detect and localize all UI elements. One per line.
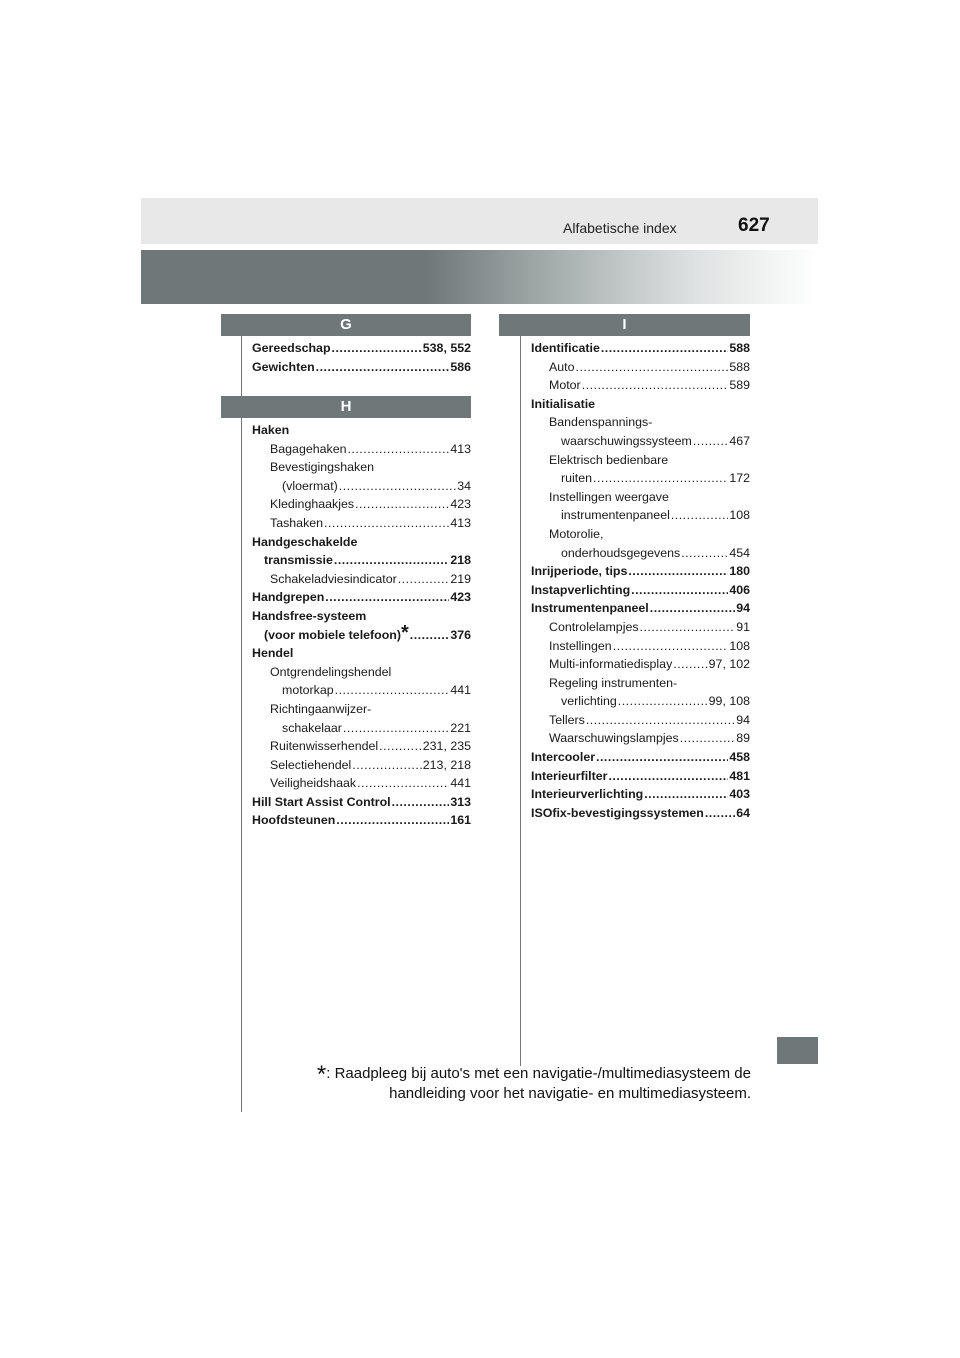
footnote-line-1 — [305, 1061, 751, 1088]
index-entry — [252, 756, 471, 775]
index-entry-term: (voor mobiele telefoon) — [264, 627, 401, 642]
index-entry-term: Tashaken — [270, 515, 324, 530]
index-entry-term: Interieurfilter — [531, 768, 608, 783]
index-entry-term: Richtingaanwijzer- — [270, 701, 372, 716]
index-entry-term: Auto — [549, 359, 575, 374]
index-entry-pages: 89 — [736, 731, 750, 746]
index-entry-pages: 441 — [450, 776, 471, 791]
index-entry-term: Multi-informatiedisplay — [549, 657, 673, 672]
index-entry-term: schakelaar — [282, 720, 342, 735]
index-entry — [252, 737, 471, 756]
index-entry — [531, 804, 750, 823]
index-entry-term: waarschuwingssysteem — [561, 433, 692, 448]
leader-dots — [398, 570, 450, 589]
index-entry — [531, 544, 750, 563]
index-entry — [531, 729, 750, 748]
index-entry-term: Selectiehendel — [270, 757, 352, 772]
index-entry-pages: 423 — [450, 497, 471, 512]
index-entry-pages: 423 — [450, 590, 471, 605]
leader-dots — [336, 811, 449, 830]
footnote-text-1: : Raadpleeg bij auto's met een navigatie-/multimediasysteem de — [326, 1065, 751, 1082]
leader-dots — [339, 477, 456, 496]
index-entry-pages: 231, 235 — [422, 739, 471, 754]
leader-dots — [392, 793, 450, 812]
index-entry-term: Gereedschap — [252, 341, 331, 355]
index-entry-pages: 589 — [729, 378, 750, 393]
index-entry — [252, 811, 471, 830]
leader-dots — [334, 551, 449, 570]
index-entry-term: (vloermat) — [282, 478, 338, 493]
leader-dots — [355, 495, 449, 514]
index-entry — [252, 339, 471, 358]
index-entry-term: Elektrisch bedienbare — [549, 452, 669, 467]
index-entry — [531, 692, 750, 711]
index-entry-term: Haken — [252, 423, 290, 437]
index-entry — [252, 663, 471, 682]
leader-dots — [618, 692, 708, 711]
index-entry — [252, 495, 471, 514]
index-entry — [531, 339, 750, 358]
index-entry — [252, 644, 471, 663]
index-entry — [531, 748, 750, 767]
index-entry — [531, 395, 750, 414]
index-entry-term: Handsfree-systeem — [252, 608, 367, 623]
leader-dots — [410, 626, 450, 645]
index-entry-term: Inrijperiode, tips — [531, 564, 628, 579]
index-entry-term: transmissie — [264, 553, 333, 568]
footnote-marker: * — [316, 1061, 327, 1088]
index-entry — [252, 588, 471, 607]
index-entry-term: Bandenspannings- — [549, 415, 653, 430]
index-entry-pages: 403 — [729, 787, 750, 802]
index-entry-pages: 218 — [450, 553, 471, 568]
leader-dots — [347, 440, 449, 459]
leader-dots — [601, 339, 728, 358]
leader-dots — [671, 506, 728, 525]
index-entry — [252, 719, 471, 738]
leader-dots — [596, 748, 728, 767]
index-entry-term: Instapverlichting — [531, 582, 631, 597]
index-entry: (voor mobiele telefoon) * ..... 376 — [252, 626, 471, 645]
index-entry-term: Ruitenwisserhendel — [270, 739, 379, 754]
leader-dots — [693, 432, 728, 451]
index-entry — [252, 421, 471, 440]
index-entry — [531, 581, 750, 600]
leader-dots — [332, 339, 422, 358]
index-entry — [531, 674, 750, 693]
leader-dots — [673, 655, 707, 674]
leader-dots — [335, 681, 450, 700]
index-entry — [531, 506, 750, 525]
index-entry-term: Veiligheidshaak — [270, 776, 357, 791]
index-entry-pages: 64 — [736, 805, 750, 820]
index-entry — [252, 533, 471, 552]
index-entry-pages: 108 — [729, 638, 750, 653]
leader-dots — [343, 719, 449, 738]
index-entry-pages: 172 — [729, 471, 750, 486]
index-entry-term: verlichting — [561, 694, 617, 709]
index-entry-pages: 97, 102 — [708, 657, 750, 672]
index-entry-pages: 94 — [736, 712, 750, 727]
index-entry — [531, 451, 750, 470]
leader-dots — [379, 737, 422, 756]
leader-dots — [582, 376, 729, 395]
index-entry-pages: 586 — [450, 359, 471, 374]
index-entry-term: Hendel — [252, 646, 294, 661]
index-entry — [531, 358, 750, 377]
index-entry-pages: 406 — [729, 582, 750, 597]
index-entry-term: Interieurverlichting — [531, 787, 644, 802]
running-header-bar — [141, 198, 818, 244]
index-entry-term: Initialisatie — [531, 396, 596, 411]
thumb-index-tab — [777, 1037, 818, 1064]
index-entry — [252, 700, 471, 719]
index-entry — [531, 562, 750, 581]
index-entry-term: Schakeladviesindicator — [270, 571, 397, 586]
index-entry — [531, 711, 750, 730]
leader-dots — [324, 514, 449, 533]
leader-dots — [325, 588, 449, 607]
index-entry-pages: 313 — [450, 794, 471, 809]
index-entry-term: Instrumentenpaneel — [531, 601, 649, 616]
index-entry-term: Instellingen weergave — [549, 489, 669, 504]
index-entry — [531, 637, 750, 656]
index-column-h — [252, 421, 471, 830]
leader-dots — [593, 469, 728, 488]
index-column-i — [531, 339, 750, 822]
leader-dots — [628, 562, 728, 581]
leader-dots — [631, 581, 728, 600]
index-entry-pages: 91 — [736, 619, 750, 634]
leader-dots — [680, 729, 736, 748]
leader-dots — [586, 711, 735, 730]
index-entry — [252, 514, 471, 533]
index-entry-term: Ontgrendelingshendel — [270, 664, 392, 679]
index-entry-term: Handgrepen — [252, 590, 325, 605]
index-entry — [531, 618, 750, 637]
index-entry — [252, 570, 471, 589]
index-entry — [252, 477, 471, 496]
index-entry-term: Hoofdsteunen — [252, 813, 336, 828]
index-entry — [531, 655, 750, 674]
index-entry-term: Motor — [549, 378, 581, 393]
index-entry-term: instrumentenpaneel — [561, 508, 670, 523]
index-entry-term: Controlelampjes — [549, 619, 639, 634]
index-entry-pages: 588 — [729, 341, 750, 355]
index-entry-term: ruiten — [561, 471, 592, 486]
index-entry-pages: 34 — [457, 478, 471, 493]
index-entry-pages: 108 — [729, 508, 750, 523]
leader-dots — [576, 358, 729, 377]
index-entry-term: Gewichten — [252, 359, 315, 374]
index-entry — [531, 488, 750, 507]
index-entry — [531, 599, 750, 618]
index-entry — [252, 551, 471, 570]
footnote — [305, 1061, 751, 1104]
index-entry — [531, 525, 750, 544]
index-entry-term: Instellingen — [549, 638, 612, 653]
index-entry — [531, 469, 750, 488]
index-entry — [531, 767, 750, 786]
index-entry-pages: 180 — [729, 564, 750, 579]
index-entry-pages: 161 — [450, 813, 471, 828]
index-entry-term: Intercooler — [531, 750, 596, 765]
index-entry — [531, 432, 750, 451]
index-entry-term: Motorolie, — [549, 526, 604, 541]
section-header-i: I — [499, 314, 750, 336]
leader-dots — [613, 637, 729, 656]
index-entry-pages: 588 — [729, 359, 750, 374]
index-entry-pages: 99, 108 — [708, 694, 750, 709]
page-number: 627 — [738, 215, 770, 236]
index-entry-pages: 538, 552 — [422, 341, 471, 355]
index-entry — [252, 774, 471, 793]
index-entry — [252, 607, 471, 626]
index-entry-term: Hill Start Assist Control — [252, 794, 391, 809]
running-header-title: Alfabetische index — [563, 220, 677, 236]
index-entry-pages: 221 — [450, 720, 471, 735]
index-entry — [252, 458, 471, 477]
index-entry-pages: 94 — [736, 601, 750, 616]
index-entry — [252, 358, 471, 377]
index-entry-pages: 213, 218 — [422, 757, 471, 772]
footnote-line-2: handleiding voor het navigatie- en multimediasysteem. — [389, 1085, 751, 1102]
index-entry-term: Tellers — [549, 712, 585, 727]
leader-dots — [650, 599, 735, 618]
chapter-band — [141, 250, 818, 304]
index-entry — [531, 413, 750, 432]
index-entry-term: onderhoudsgegevens — [561, 545, 681, 560]
leader-dots — [640, 618, 736, 637]
leader-dots — [681, 544, 728, 563]
index-entry-term: ISOfix-bevestigingssystemen — [531, 805, 704, 820]
center-column-rule — [520, 336, 521, 1066]
index-entry-pages: 454 — [729, 545, 750, 560]
index-entry-pages: 467 — [729, 433, 750, 448]
index-entry-pages: 219 — [450, 571, 471, 586]
index-entry-pages: 481 — [729, 768, 750, 783]
index-column-g — [252, 339, 471, 376]
index-entry-pages: 376 — [450, 627, 471, 642]
index-entry-term: Identificatie — [531, 341, 600, 355]
leader-dots — [705, 804, 735, 823]
index-entry-term: Kledinghaakjes — [270, 497, 355, 512]
index-entry — [252, 440, 471, 459]
index-entry-pages: 413 — [450, 441, 471, 456]
index-entry-term: Bagagehaken — [270, 441, 347, 456]
index-entry-term: motorkap — [282, 683, 334, 698]
section-header-h: H — [221, 396, 471, 418]
index-entry — [252, 681, 471, 700]
leader-dots — [352, 756, 421, 775]
leader-dots — [608, 767, 728, 786]
index-entry-pages: 458 — [729, 750, 750, 765]
index-entry — [531, 785, 750, 804]
left-margin-rule — [241, 336, 242, 1112]
leader-dots — [316, 358, 450, 377]
leader-dots — [357, 774, 449, 793]
index-entry-pages: 441 — [450, 683, 471, 698]
index-entry — [252, 793, 471, 812]
index-entry — [531, 376, 750, 395]
index-entry-term: Waarschuwingslampjes — [549, 731, 679, 746]
leader-dots — [644, 785, 728, 804]
section-header-g: G — [221, 314, 471, 336]
index-entry-pages: 413 — [450, 515, 471, 530]
index-entry-term: Regeling instrumenten- — [549, 675, 678, 690]
index-entry-term: Bevestigingshaken — [270, 460, 375, 475]
index-entry-term: Handgeschakelde — [252, 534, 358, 549]
